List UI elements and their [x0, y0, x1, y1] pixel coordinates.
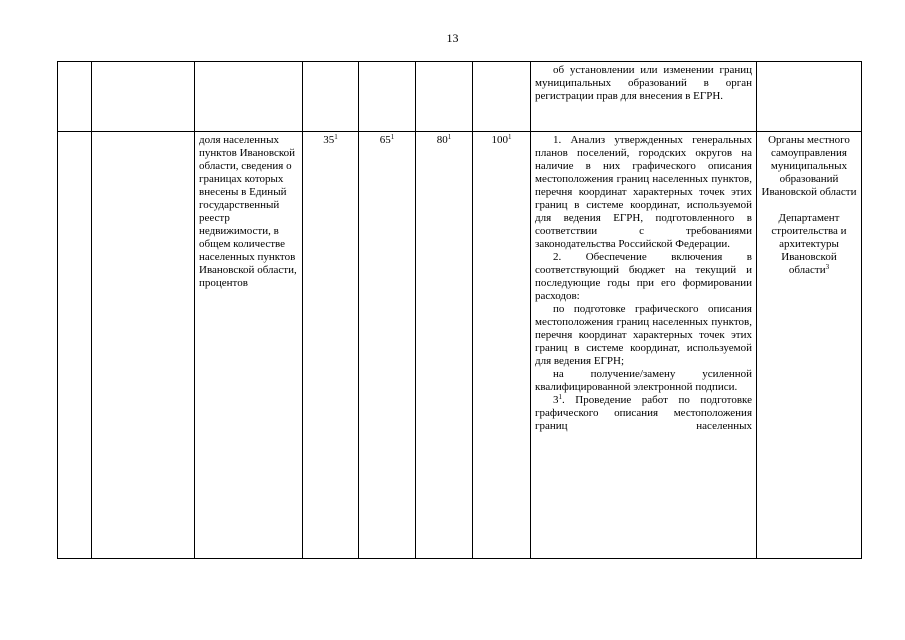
indicator-cell — [195, 132, 303, 559]
value-cell-1 — [303, 132, 359, 559]
indicator-text: доля населенных пунктов Ивановской области, сведения о границах которых внесены в Единый государственный реестр недвижимости, в общем количестве населенных пунктов Ивановской области, процентов — [199, 134, 297, 289]
table-cell — [58, 62, 92, 132]
value-1: 35 — [323, 134, 335, 146]
responsible-department-text: Департамент строительства и архитектуры Ивановской области — [771, 212, 847, 276]
measures-cell — [531, 62, 757, 132]
table-cell — [92, 132, 195, 559]
value-cell-2 — [359, 132, 416, 559]
table-row — [58, 132, 862, 559]
table-cell — [473, 62, 531, 132]
table-cell — [359, 62, 416, 132]
measures-cell — [531, 132, 757, 559]
measure-paragraph-2: 2. Обеспечение включения в соответствующий бюджет на текущий и последующие годы при его формировании расходов: — [535, 251, 752, 302]
table-cell — [416, 62, 473, 132]
table-cell — [58, 132, 92, 559]
responsible-local-authorities: Органы местного самоуправления муниципальных образований Ивановской области — [761, 134, 857, 198]
table-row — [58, 62, 862, 132]
page-number: 13 — [446, 31, 459, 45]
value-4: 100 — [491, 134, 508, 146]
footnote-mark: 3 — [825, 263, 830, 271]
responsible-cell — [757, 132, 862, 559]
value-cell-4 — [473, 132, 531, 559]
footnote-mark: 1 — [447, 133, 452, 141]
footnote-mark: 1 — [508, 133, 512, 141]
footnote-mark: 1 — [390, 133, 395, 141]
measure-paragraph-5 — [535, 394, 752, 433]
table-cell — [303, 62, 359, 132]
footnote-mark: 1 — [558, 393, 562, 401]
spacer — [761, 199, 857, 212]
plan-table — [57, 61, 862, 559]
table-cell — [195, 62, 303, 132]
footnote-mark: 1 — [334, 133, 338, 141]
table-cell — [92, 62, 195, 132]
table-cell — [757, 62, 862, 132]
responsible-department — [761, 212, 857, 277]
value-2: 65 — [379, 134, 391, 146]
measures-continuation: об установлении или изменении границ муниципальных образований в орган регистрации прав для внесения в ЕГРН. — [535, 64, 752, 102]
measure-paragraph-3: по подготовке графического описания местоположения границ населенных пунктов, перечня координат характерных точек этих границ в системе координат, используемой для ведения ЕГРН; — [535, 303, 752, 367]
value-cell-3 — [416, 132, 473, 559]
measure-paragraph-4: на получение/замену усиленной квалифицированной электронной подписи. — [535, 368, 752, 393]
value-3: 80 — [436, 134, 448, 146]
measure-5-number: 3 — [553, 394, 559, 406]
measure-5-text: . Проведение работ по подготовке графического описания местоположения границ населенных — [535, 394, 752, 432]
measure-paragraph-1: 1. Анализ утвержденных генеральных планов поселений, городских округов на наличие в них графического описания местоположения границ населенных пунктов, перечня координат характерных точек этих границ в системе координат, используемой для ведения ЕГРН, подготовленного в соответствии с требованиями законодательства Российской Федерации. — [535, 134, 752, 250]
